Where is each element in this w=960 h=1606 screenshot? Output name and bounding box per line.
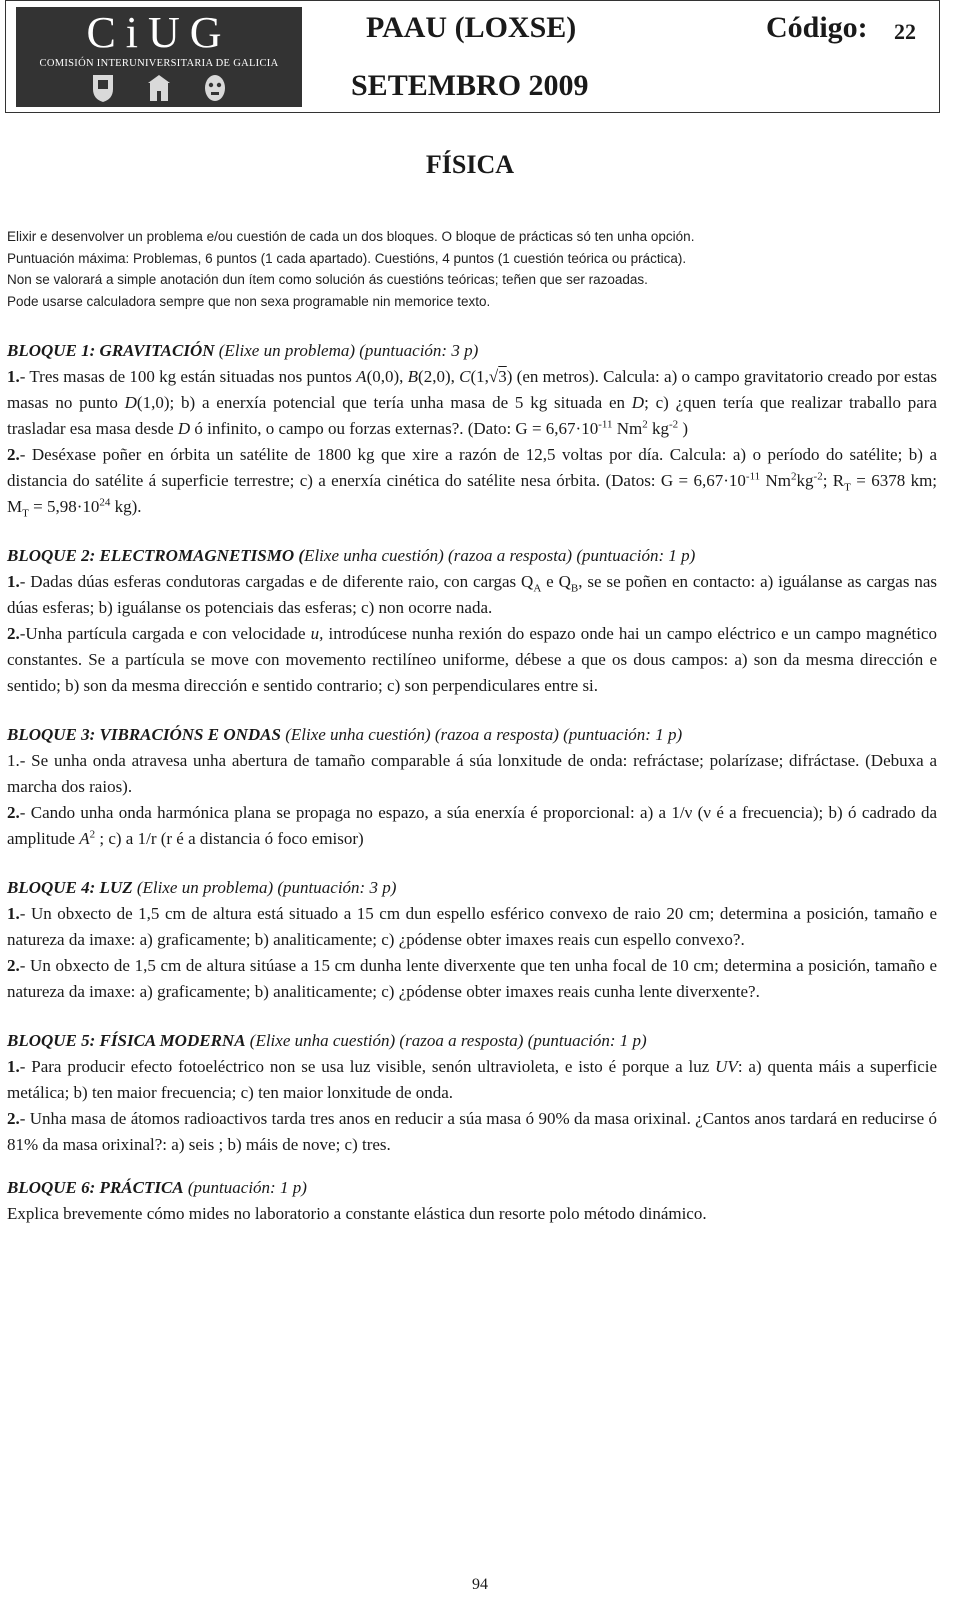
question-text: - Deséxase poñer en órbita un satélite de 1800 kg que xire a razón de 12,5 voltas por día. Calcula: a) o período do satélite; b) a distancia do satélite á superficie terrestre; c) a enerxía cinética do satélite nesa órbita. (Datos: G = 6,67·10 <box>7 445 937 490</box>
logo-title: CiUG <box>86 8 232 57</box>
block-subtitle: (puntuación: 1 p) <box>183 1178 307 1197</box>
question <box>7 621 937 699</box>
code-label: Código: <box>766 11 868 44</box>
instruction-line: Pode usarse calculadora sempre que non sexa programable nin memorice texto. <box>7 293 491 309</box>
question-text: = 6378 km; M <box>7 471 938 516</box>
question: Explica brevemente cómo mides no laboratorio a constante elástica dun resorte polo método dinámico. <box>7 1204 707 1223</box>
exponent: 2 <box>642 418 648 431</box>
block-heading <box>7 722 937 748</box>
question-number: 2. <box>7 956 20 975</box>
point-label: A <box>356 367 367 386</box>
question-text: kg <box>647 419 669 438</box>
block-spacer <box>7 1158 937 1175</box>
building-emblem-icon <box>147 73 171 103</box>
block-heading <box>7 338 937 364</box>
question-text: (2,0), <box>418 367 460 386</box>
exponent: -11 <box>598 418 613 431</box>
exam-content <box>7 338 937 1227</box>
exponent: -2 <box>668 418 679 431</box>
question-text: , se se poñen en contacto: a) iguálanse as cargas nas dúas esferas; b) iguálanse os potenciais das esferas; c) non ocorre nada. <box>7 572 937 617</box>
question-text: - Dadas dúas esferas condutoras cargadas e de diferente raio, con cargas Q <box>19 572 534 591</box>
block-title: BLOQUE 3: VIBRACIÓNS E ONDAS <box>7 725 281 744</box>
exam-session: SETEMBRO 2009 <box>351 69 589 102</box>
page-number: 94 <box>472 1576 488 1593</box>
block-subtitle: Elixe unha cuestión) (razoa a resposta) (puntuación: 1 p) <box>304 546 696 565</box>
block-subtitle: (Elixe unha cuestión) (razoa a resposta) (puntuación: 1 p) <box>280 725 683 744</box>
question-number: 1. <box>7 904 20 923</box>
uv-label: UV <box>715 1057 738 1076</box>
subscript: A <box>533 582 542 595</box>
question-text: ; R <box>822 471 845 490</box>
question-number: 2. <box>7 445 20 464</box>
question-text: Nm <box>612 419 643 438</box>
amplitude-symbol: A <box>79 829 90 848</box>
question-text: kg). <box>110 497 142 516</box>
instructions <box>7 226 937 312</box>
question-text: - Para producir efecto fotoeléctrico non se usa luz visible, senón ultravioleta, e isto é porque a luz <box>19 1057 716 1076</box>
question-text: : a) quenta máis a superficie metálica; b) ten maior frecuencia; c) ten maior lonxitude de onda. <box>7 1057 938 1102</box>
question-number: 1. <box>7 1057 20 1076</box>
subject-title: FÍSICA <box>425 150 515 179</box>
block-subtitle: (Elixe un problema) (puntuación: 3 p) <box>214 341 479 360</box>
question-text: ó infinito, o campo ou forzas externas?. (Dato: G = 6,67·10 <box>190 419 599 438</box>
question-text: -Unha partícula cargada e con velocidade <box>19 624 311 643</box>
block-title: BLOQUE 4: LUZ <box>7 878 133 897</box>
exponent: -11 <box>745 470 761 483</box>
subscript: T <box>22 507 29 520</box>
instruction-line: Elixir e desenvolver un problema e/ou cuestión de cada un dos bloques. O bloque de prácticas só ten unha opción. <box>7 229 695 244</box>
point-label: C <box>459 367 471 386</box>
block-title: BLOQUE 1: GRAVITACIÓN <box>7 341 215 360</box>
question <box>7 569 937 621</box>
question-number: 1. <box>7 367 20 386</box>
instruction-line: Puntuación máxima: Problemas, 6 puntos (1 cada apartado). Cuestións, 4 puntos (1 cuestión teórica ou práctica). <box>7 250 687 266</box>
question-text: - Unha masa de átomos radioactivos tarda tres anos en reducir a súa masa ó 90% da masa orixinal. ¿Cantos anos tardará en reducirse ó 81% da masa orixinal?: a) seis ; b) máis de nove; c) tres. <box>7 1109 937 1154</box>
question <box>7 364 937 442</box>
velocity-symbol: u, <box>310 624 324 643</box>
exponent: 2 <box>791 470 797 483</box>
question <box>7 901 937 953</box>
question-text: ; c) ¿quen tería que realizar traballo para trasladar esa masa desde <box>7 393 937 438</box>
question-text: kg <box>796 471 814 490</box>
block-title: BLOQUE 5: FÍSICA MODERNA <box>7 1031 246 1050</box>
point-label: D <box>124 393 137 412</box>
block-spacer <box>7 520 937 543</box>
ciug-logo <box>16 7 302 107</box>
sqrt-symbol: √ <box>488 367 499 386</box>
block-title: BLOQUE 6: PRÁCTICA <box>7 1178 184 1197</box>
question-number: 2. <box>7 803 20 822</box>
sqrt-argument: 3 <box>498 367 507 386</box>
question <box>7 442 937 520</box>
question-text: - Cando unha onda harmónica plana se propaga no espazo, a súa enerxía é proporcional: a) a 1/ν (ν é a frecuencia); b) ó cadrado da amplitude <box>7 803 937 848</box>
block-heading <box>7 1028 937 1054</box>
question: 1.- Se unha onda atravesa unha abertura de tamaño comparable á súa lonxitude de onda: refráctase; polarízase; difráctase. (Debuxa a marcha dos raios). <box>7 751 937 796</box>
logo-emblems <box>16 73 302 108</box>
instruction-line: Non se valorará a simple anotación dun ítem como solución ás cuestións teóricas; teñen que ser razoadas. <box>7 272 648 287</box>
question-text: - Un obxecto de 1,5 cm de altura está situado a 15 cm dun espello esférico convexo de raio 20 cm; determina a posición, tamaño e natureza da imaxe: a) graficamente; b) analiticamente; c) ¿pódense obter imaxes reais cun espello convexo?. <box>7 904 937 949</box>
block-spacer <box>7 1005 937 1028</box>
subscript: B <box>570 582 579 595</box>
question-text: introdúcese nunha rexión do espazo onde hai un campo eléctrico e un campo magnético constantes. Se a partícula se move con movemento rectilíneo uniforme, débese a que os dous campos: a) son da mesma dirección e sentido; b) son da mesma dirección e sentido contrario; c) son perpendiculares entre si. <box>7 624 937 695</box>
question-text: - Tres masas de 100 kg están situadas nos puntos <box>19 367 357 386</box>
question-text: ) <box>678 419 689 438</box>
question-text: - Un obxecto de 1,5 cm de altura sitúase a 15 cm dunha lente diverxente que ten unha focal de 10 cm; determina a posición, tamaño e natureza da imaxe: a) graficamente; b) analiticamente; c) ¿pódense obter imaxes reais cunha lente diverxente?. <box>7 956 937 1001</box>
exam-header <box>5 0 940 113</box>
question-number: 1. <box>7 572 20 591</box>
question-text: ; c) a 1/r (r é a distancia ó foco emisor) <box>95 829 364 848</box>
question-text: (0,0), <box>366 367 408 386</box>
code-value: 22 <box>894 19 916 44</box>
question-text: ) (en metros). Calcula: a) o campo gravitatorio creado por estas masas no punto <box>7 367 937 412</box>
question <box>7 1106 937 1158</box>
question-text: = 5,98·10 <box>28 497 100 516</box>
exponent: -2 <box>813 470 823 483</box>
block-heading <box>7 1175 937 1201</box>
shield-emblem-icon <box>91 73 115 103</box>
logo-subtitle: COMISIÓN INTERUNIVERSITARIA DE GALICIA <box>39 58 279 69</box>
question <box>7 1054 937 1106</box>
question-number: 2. <box>7 624 20 643</box>
point-label: D <box>177 419 191 438</box>
exponent: 24 <box>99 496 111 509</box>
question-number: 2. <box>7 1109 20 1128</box>
block-heading <box>7 543 937 569</box>
block-spacer <box>7 699 937 722</box>
question-text: (1,0); b) a enerxía potencial que tería unha masa de 5 kg situada en <box>136 393 632 412</box>
question <box>7 953 937 1005</box>
question-text: e Q <box>541 572 571 591</box>
question-text: (1, <box>470 367 489 386</box>
block-subtitle: (Elixe unha cuestión) (razoa a resposta) (puntuación: 1 p) <box>245 1031 647 1050</box>
mask-emblem-icon <box>203 73 227 103</box>
block-spacer <box>7 852 937 875</box>
block-subtitle: (Elixe un problema) (puntuación: 3 p) <box>132 878 397 897</box>
block-heading <box>7 875 937 901</box>
block-title: BLOQUE 2: ELECTROMAGNETISMO ( <box>7 546 305 565</box>
exponent: 2 <box>89 828 96 841</box>
question-text: Nm <box>760 471 792 490</box>
exam-name: PAAU (LOXSE) <box>366 11 577 44</box>
subscript: T <box>844 481 851 494</box>
question <box>7 800 937 852</box>
point-label: B <box>407 367 419 386</box>
point-label: D <box>631 393 645 412</box>
